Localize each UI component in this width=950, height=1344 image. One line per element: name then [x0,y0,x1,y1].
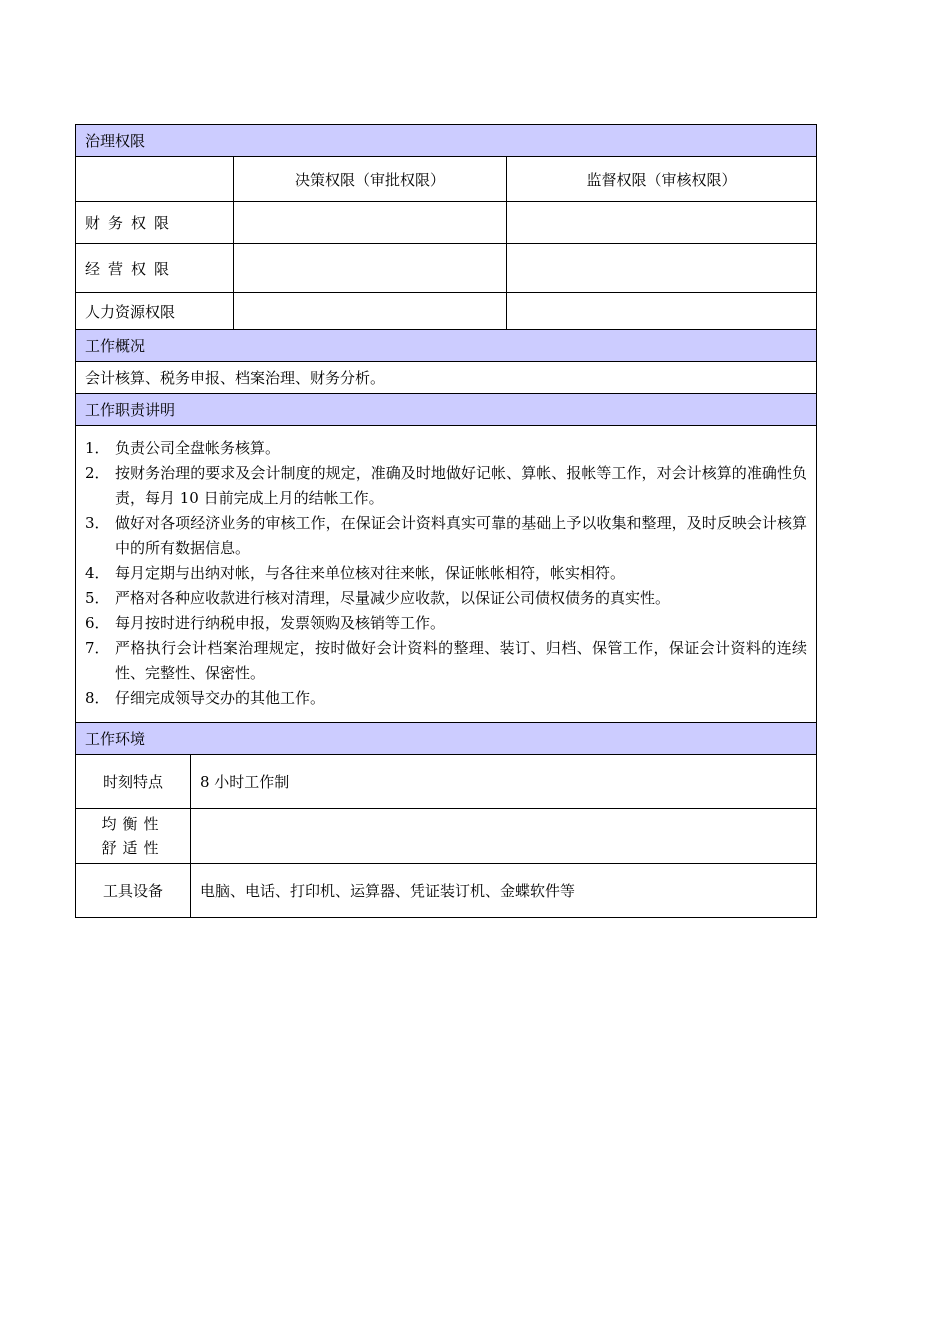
authority-decision-cell [234,244,507,292]
authority-row-label: 经营权限 [76,244,234,292]
authority-decision-cell [234,202,507,243]
balance-label-line-1: 均衡性 [101,815,165,833]
environment-header: 工作环境 [76,723,816,755]
balance-label [76,809,191,863]
duty-text: 仔细完成领导交办的其他工作。 [115,689,326,707]
duty-text: 严格对各种应收款进行核对清理，尽量减少应收款，以保证公司债权债务的真实性。 [115,589,671,607]
duty-number: 7． [85,639,110,657]
time-value: 8 小时工作制 [200,773,290,791]
authority-decision-cell [234,293,507,329]
environment-time-row [76,755,816,809]
duty-number: 5． [85,589,110,607]
duty-number: 3． [85,514,110,532]
balance-label-line-2: 舒适性 [101,839,165,857]
duty-number: 6． [85,614,110,632]
duty-text: 每月定期与出纳对帐，与各往来单位核对往来帐，保证帐帐相符，帐实相符。 [115,564,626,582]
authority-row-hr [76,293,816,330]
duty-item [85,636,807,686]
environment-tools-row [76,864,816,917]
authority-row-finance [76,202,816,244]
authority-corner-cell [76,157,234,201]
authority-supervision-cell [507,202,816,243]
duty-number: 2． [85,464,110,482]
overview-text: 会计核算、税务申报、档案治理、财务分析。 [76,362,816,394]
authority-row-label: 人力资源权限 [76,293,234,329]
job-description-table [75,124,817,918]
authority-column-header-row [76,157,816,202]
authority-header: 治理权限 [76,125,816,157]
duty-item [85,586,807,611]
environment-balance-row [76,809,816,864]
duty-number: 8． [85,689,110,707]
authority-row-label: 财务权限 [76,202,234,243]
duties-list [76,426,816,723]
duty-text: 按财务治理的要求及会计制度的规定，准确及时地做好记帐、算帐、报帐等工作，对会计核算的准确性负责，每月 10 日前完成上月的结帐工作。 [115,464,807,507]
duty-item [85,686,807,711]
duty-number: 4． [85,564,110,582]
duty-text: 严格执行会计档案治理规定，按时做好会计资料的整理、装订、归档、保管工作，保证会计资料的连续性、完整性、保密性。 [115,639,807,682]
overview-header: 工作概况 [76,330,816,362]
duty-text: 负责公司全盘帐务核算。 [115,439,281,457]
duty-number: 1． [85,439,110,457]
duty-item [85,611,807,636]
authority-supervision-cell [507,293,816,329]
duty-item [85,461,807,511]
tools-label: 工具设备 [76,864,191,917]
authority-supervision-cell [507,244,816,292]
authority-row-operations [76,244,816,293]
tools-value: 电脑、电话、打印机、运算器、凭证装订机、金蝶软件等 [200,882,576,900]
duties-header: 工作职责讲明 [76,394,816,426]
duty-item [85,436,807,461]
decision-authority-heading: 决策权限（审批权限） [234,157,507,201]
duty-item [85,511,807,561]
duty-text: 每月按时进行纳税申报，发票领购及核销等工作。 [115,614,446,632]
duty-text: 做好对各项经济业务的审核工作，在保证会计资料真实可靠的基础上予以收集和整理，及时反映会计核算中的所有数据信息。 [115,514,807,557]
balance-value [191,809,816,863]
supervision-authority-heading: 监督权限（审核权限） [586,170,737,189]
time-label: 时刻特点 [76,755,191,808]
duty-item [85,561,807,586]
